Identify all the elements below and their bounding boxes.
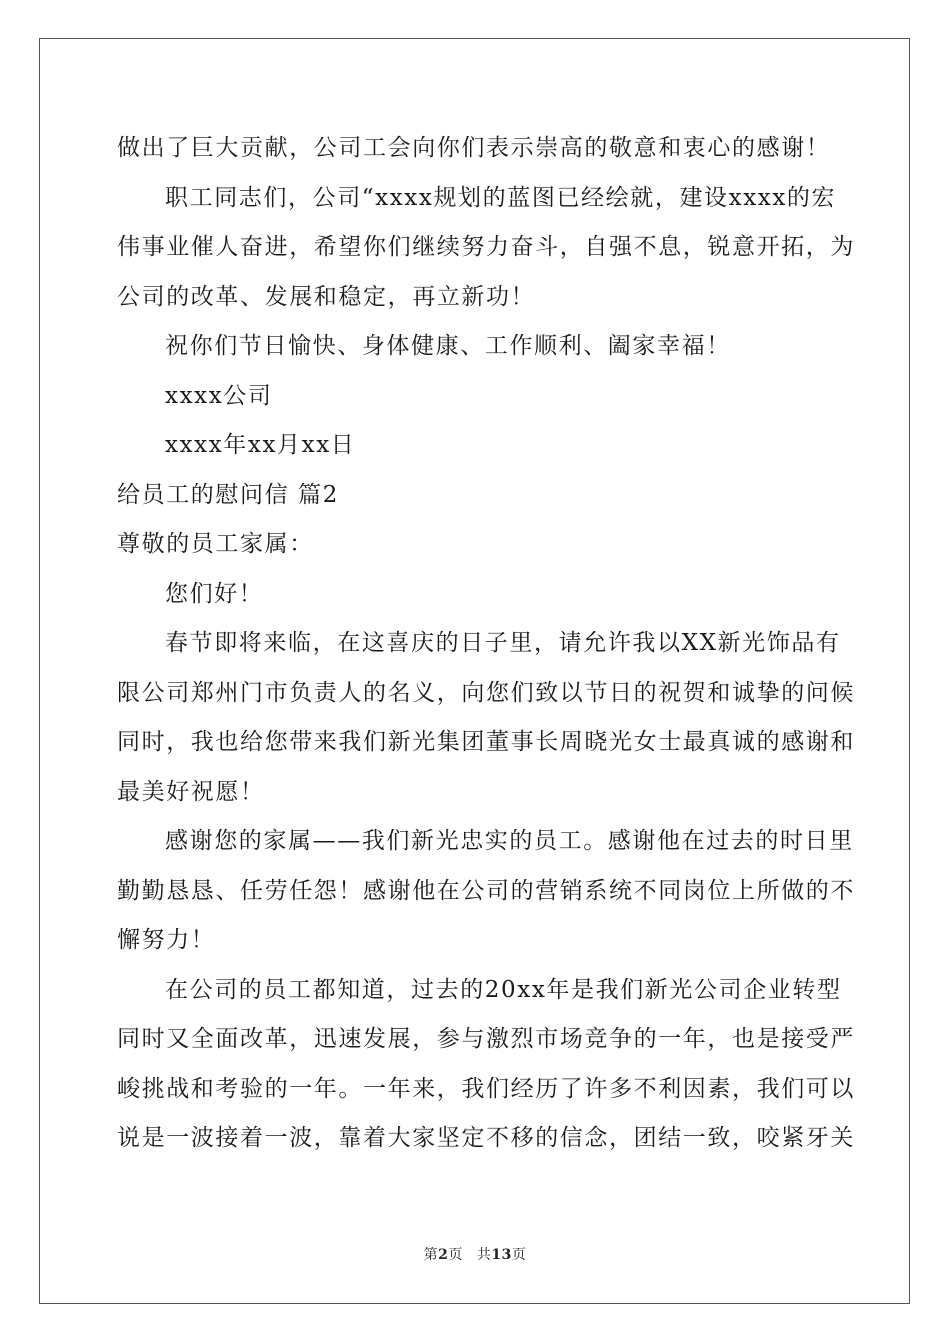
text-line: 公司的改革、发展和稳定，再立新功！ bbox=[117, 283, 536, 310]
text-line: 感谢您的家属——我们新光忠实的员工。感谢他在过去的时日里 bbox=[165, 828, 854, 854]
text-line: xxxx年xx月xx日 bbox=[165, 432, 356, 458]
text-line: 您们好！ bbox=[165, 580, 264, 607]
text-line: 限公司郑州门市负责人的名义，向您们致以节日的祝贺和诚挚的问候 bbox=[117, 679, 855, 706]
footer-page-prefix: 第 bbox=[423, 1247, 439, 1263]
page-footer bbox=[0, 1244, 950, 1264]
text-line: 职工同志们，公司“xxxx规划的蓝图已经绘就，建设xxxx的宏 bbox=[165, 184, 837, 211]
text-line: 同时又全面改革，迅速发展，参与激烈市场竞争的一年，也是接受严 bbox=[117, 1026, 855, 1052]
text-line: 祝你们节日愉快、身体健康、工作顺利、阖家幸福！ bbox=[165, 333, 731, 359]
text-line: 春节即将来临，在这喜庆的日子里，请允许我以XX新光饰品有 bbox=[165, 630, 841, 656]
footer-page-total: 13 bbox=[491, 1247, 512, 1263]
text-line: 懈努力！ bbox=[117, 927, 216, 953]
footer-total-prefix: 共 bbox=[476, 1247, 492, 1263]
footer-page-suffix: 页 bbox=[448, 1247, 463, 1263]
document-body bbox=[117, 128, 855, 1168]
text-line: 尊敬的员工家属： bbox=[117, 531, 314, 557]
text-line: 伟事业催人奋进，希望你们继续努力奋斗，自强不息，锐意开拓，为 bbox=[117, 234, 855, 260]
text-line: 在公司的员工都知道，过去的20xx年是我们新光公司企业转型 bbox=[165, 976, 842, 1003]
footer-page-current: 2 bbox=[438, 1247, 449, 1263]
text-line: 做出了巨大贡献，公司工会向你们表示崇高的敬意和衷心的感谢！ bbox=[117, 135, 831, 161]
text-line: 同时，我也给您带来我们新光集团董事长周晓光女士最真诚的感谢和 bbox=[117, 729, 855, 755]
text-line: 最美好祝愿！ bbox=[117, 778, 265, 805]
text-line: 峻挑战和考验的一年。一年来，我们经历了许多不利因素，我们可以 bbox=[117, 1075, 855, 1102]
text-line: 给员工的慰问信 篇2 bbox=[117, 481, 339, 508]
text-line: 说是一波接着一波，靠着大家坚定不移的信念，团结一致，咬紧牙关 bbox=[117, 1125, 855, 1151]
text-line: 勤勤恳恳、任劳任怨！感谢他在公司的营销系统不同岗位上所做的不 bbox=[117, 877, 855, 904]
footer-total-suffix: 页 bbox=[511, 1247, 527, 1263]
text-line: xxxx公司 bbox=[165, 382, 273, 409]
